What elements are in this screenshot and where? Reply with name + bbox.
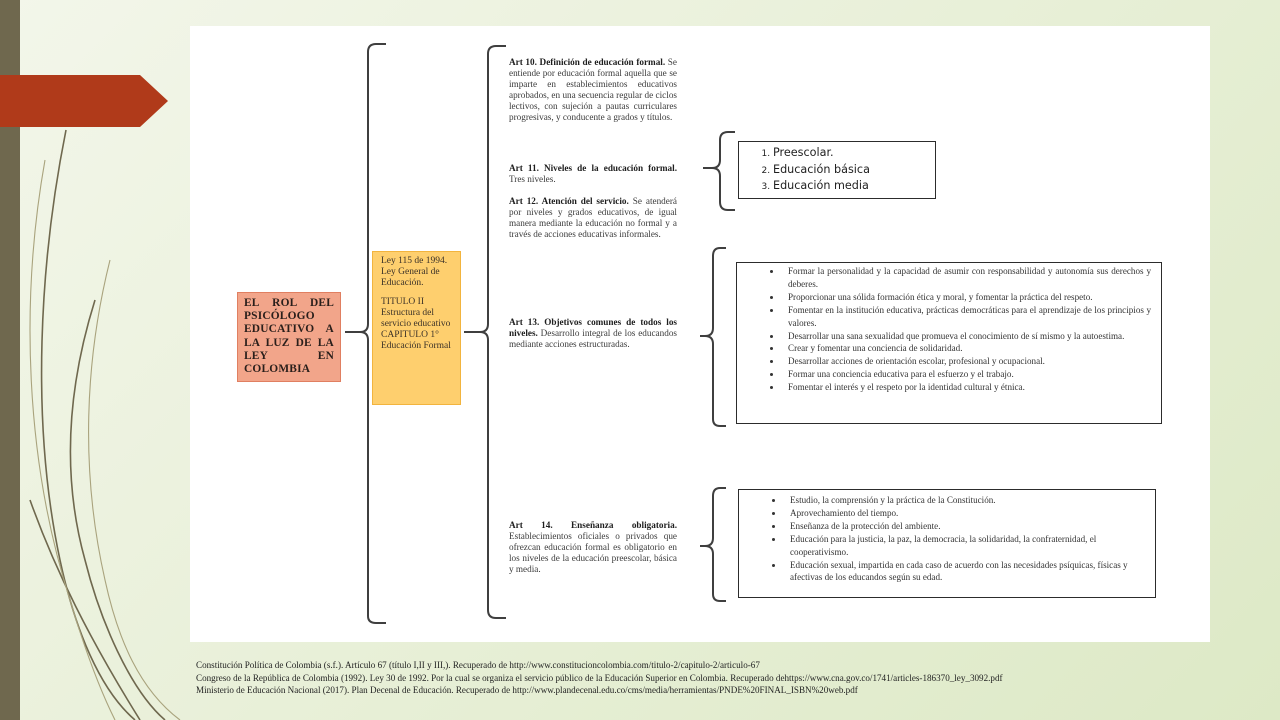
objective-item: • Formar la personalidad y la capacidad de asumir con responsabilidad y autonomía sus derechos y deberes. [782, 265, 1151, 291]
article-11-text [509, 163, 677, 185]
article-heading: Art 13. Objetivos comunes de todos los niveles. [509, 317, 677, 338]
mandatory-item: • Aprovechamiento del tiempo. [784, 507, 1145, 520]
objective-item: • Desarrollar acciones de orientación escolar, profesional y ocupacional. [782, 355, 1151, 368]
level-item: 2. Educación básica [773, 162, 925, 179]
law-title-text: Ley 115 de 1994. Ley General de Educación. [381, 256, 448, 288]
common-objectives-box [736, 262, 1162, 424]
main-topic-box: EL ROL DEL PSICÓLOGO EDUCATIVO A LA LUZ DE LA LEY EN COLOMBIA [237, 292, 341, 382]
article-body: Tres niveles. [509, 173, 556, 184]
diagram-panel [190, 26, 1210, 642]
reference-line: Ministerio de Educación Nacional (2017). Plan Decenal de Educación. Recuperado de http://www.plandecenal.edu.co/cms/media/herramientas/PNDE%20FINAL_ISBN%20web.pdf [196, 685, 858, 695]
article-body: Desarrollo integral de los educandos mediante acciones estructuradas. [509, 327, 677, 349]
article-body: Se entiende por educación formal aquella que se imparte en establecimientos educativos aprobados, en una secuencia regular de ciclos lectivos, con sujeción a pautas curriculares progresivas, y conducente a grados y títulos. [509, 57, 677, 122]
education-levels-box [738, 141, 936, 199]
article-12-text [509, 196, 677, 240]
article-body: Se atenderá por niveles y grados educativos, de igual manera mediante la educación no formal y a través de acciones educativas informales. [509, 196, 677, 239]
article-body: Establecimientos oficiales o privados que ofrezcan educación formal es obligatorio en los niveles de la educación preescolar, básica y media. [509, 530, 677, 574]
mandatory-teaching-box [738, 489, 1156, 598]
article-heading: Art 14. Enseñanza obligatoria. [509, 520, 677, 530]
mandatory-item: • Educación para la justicia, la paz, la democracia, la solidaridad, la confraternidad, el cooperativismo. [784, 533, 1145, 559]
level-item: 1. Preescolar. [773, 145, 925, 162]
article-heading: Art 12. Atención del servicio. [509, 196, 629, 206]
mandatory-item: • Educación sexual, impartida en cada caso de acuerdo con las necesidades psíquicas, físicas y afectivas de los educandos según su edad. [784, 559, 1145, 585]
law-chapter-text: TITULO II Estructura del servicio educativo CAPITULO 1° Educación Formal [381, 297, 451, 351]
objective-item: • Desarrollar una sana sexualidad que promueva el conocimiento de sí mismo y la autoestima. [782, 330, 1151, 343]
level-item: 3. Educación media [773, 178, 925, 195]
law-reference-box [372, 251, 461, 405]
article-heading: Art 10. Definición de educación formal. [509, 57, 666, 67]
references [196, 659, 1246, 697]
objective-item: • Crear y fomentar una conciencia de solidaridad. [782, 342, 1151, 355]
article-heading: Art 11. Niveles de la educación formal. [509, 163, 677, 173]
article-10-text [509, 57, 677, 122]
article-14-text [509, 520, 677, 575]
article-13-text [509, 317, 677, 350]
objective-item: • Fomentar el interés y el respeto por la identidad cultural y étnica. [782, 381, 1151, 394]
objective-item: • Proporcionar una sólida formación ética y moral, y fomentar la práctica del respeto. [782, 291, 1151, 304]
mandatory-item: • Estudio, la comprensión y la práctica de la Constitución. [784, 494, 1145, 507]
reference-line: Constitución Política de Colombia (s.f.). Artículo 67 (título I,II y III,). Recuperado de http://www.constitucioncolombia.com/titulo-2/capitulo-2/articulo-67 [196, 660, 760, 670]
objective-item: • Formar una conciencia educativa para el esfuerzo y el trabajo. [782, 368, 1151, 381]
objective-item: • Fomentar en la institución educativa, prácticas democráticas para el aprendizaje de los principios y valores. [782, 304, 1151, 330]
red-arrow-banner [0, 75, 168, 127]
mandatory-item: • Enseñanza de la protección del ambiente. [784, 520, 1145, 533]
reference-line: Congreso de la República de Colombia (1992). Ley 30 de 1992. Por la cual se organiza el servicio público de la Educación Superior en Colombia. Recuperado dehttps://www.cna.gov.co/1741/articles-186370_ley_3092.pdf [196, 672, 1003, 683]
